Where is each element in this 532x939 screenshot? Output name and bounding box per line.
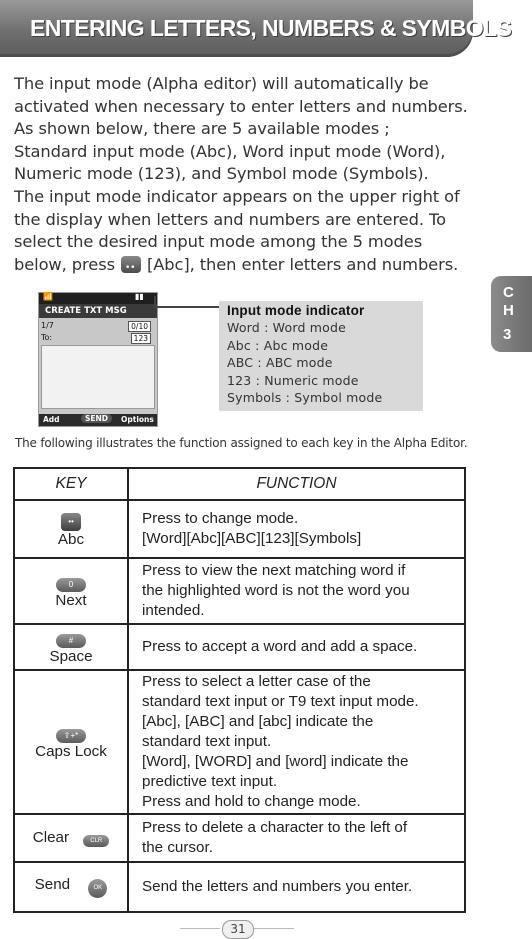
softkey-center: SEND xyxy=(81,414,112,423)
pound-space-key-icon: # xyxy=(56,634,86,648)
intro-line: The input mode indicator appears on the upper right of xyxy=(14,186,460,206)
function-line: intended. xyxy=(142,602,205,619)
table-row xyxy=(14,814,465,862)
intro-paragraph xyxy=(14,73,494,276)
message-index: 1/7 xyxy=(41,321,54,330)
signal-icon: 📶 xyxy=(43,292,53,301)
table-row xyxy=(14,624,465,670)
ok-key-icon: OK xyxy=(88,879,107,898)
phone-softkey-bar xyxy=(39,414,157,426)
key-cell xyxy=(14,500,128,558)
function-column-header: FUNCTION xyxy=(128,468,465,500)
key-name: Next xyxy=(55,591,87,609)
intro-line: Standard input mode (Abc), Word input mode (Word), xyxy=(14,141,446,161)
indicator-connector-tick xyxy=(154,296,156,308)
intro-line-last xyxy=(14,254,494,277)
intro-line: activated when necessary to enter letters and numbers. xyxy=(14,96,468,116)
function-line: the highlighted word is not the word you xyxy=(142,582,410,599)
mode-key-icon xyxy=(121,256,141,273)
function-line: Press to accept a word and add a space. xyxy=(142,638,418,655)
to-label: To: xyxy=(41,333,53,342)
indicator-item: Symbols : Symbol mode xyxy=(227,390,383,405)
chapter-tab-letter-h: H xyxy=(503,302,514,319)
page-number-rule-left xyxy=(180,928,220,929)
key-name: Space xyxy=(49,647,93,665)
function-line: standard text input or T9 text input mode. xyxy=(142,693,419,710)
key-cell xyxy=(14,862,128,912)
intro-line: select the desired input mode among the 5 modes xyxy=(14,232,423,252)
function-cell xyxy=(128,814,465,862)
table-row xyxy=(14,558,465,624)
indicator-connector-line xyxy=(154,306,219,308)
function-line: Press to select a letter case of the xyxy=(142,673,371,690)
function-line: predictive text input. xyxy=(142,773,278,790)
indicator-box-title: Input mode indicator xyxy=(227,303,365,318)
function-cell xyxy=(128,670,465,814)
page-title: ENTERING LETTERS, NUMBERS & SYMBOLS xyxy=(30,15,512,41)
intro-line: the display when letters and numbers are entered. To xyxy=(14,209,446,229)
function-line: [Word][Abc][ABC][123][Symbols] xyxy=(142,530,362,547)
key-name: Caps Lock xyxy=(35,742,107,760)
key-name: Clear xyxy=(32,829,70,846)
function-line: the cursor. xyxy=(142,839,213,856)
char-counter: 0/10 xyxy=(128,321,151,332)
indicator-item: ABC : ABC mode xyxy=(227,355,333,370)
key-cell xyxy=(14,624,128,670)
indicator-item: Word : Word mode xyxy=(227,320,347,335)
indicator-item: 123 : Numeric mode xyxy=(227,373,359,388)
table-header-row xyxy=(14,468,465,500)
function-cell xyxy=(128,624,465,670)
table-caption: The following illustrates the function assigned to each key in the Alpha Editor. xyxy=(15,436,468,450)
phone-row-to xyxy=(41,333,155,342)
function-cell xyxy=(128,500,465,558)
function-line: Press and hold to change mode. xyxy=(142,793,361,810)
intro-text-after-key: [Abc], then enter letters and numbers. xyxy=(146,254,459,274)
table-row xyxy=(14,670,465,814)
phone-screen-title: CREATE TXT MSG xyxy=(39,304,157,318)
key-function-table xyxy=(13,467,466,913)
page-number: 31 xyxy=(222,920,254,939)
key-name: Send xyxy=(34,876,71,893)
function-cell xyxy=(128,862,465,912)
function-line: standard text input. xyxy=(142,733,272,750)
softkey-right: Options xyxy=(121,415,154,424)
indicator-item: Abc : Abc mode xyxy=(227,338,329,353)
phone-status-bar xyxy=(39,293,157,304)
function-line: Press to view the next matching word if xyxy=(142,562,406,579)
phone-display-illustration xyxy=(38,292,158,427)
battery-icon: ▮▮ xyxy=(135,292,144,301)
clr-key-icon: CLR xyxy=(83,835,109,847)
key-cell xyxy=(14,814,128,862)
intro-line: The input mode (Alpha editor) will automatically be xyxy=(14,74,429,93)
mode-key-icon: •• xyxy=(61,513,81,531)
input-mode-indicator: 123 xyxy=(131,333,151,344)
function-line: [Abc], [ABC] and [abc] indicate the xyxy=(142,713,374,730)
intro-line: As shown below, there are 5 available modes ; xyxy=(14,119,390,139)
page-number-rule-right xyxy=(254,928,294,929)
intro-line: Numeric mode (123), and Symbol mode (Symbols). xyxy=(14,164,429,184)
function-line: [Word], [WORD] and [word] indicate the xyxy=(142,753,409,770)
function-line: Press to delete a character to the left of xyxy=(142,819,408,836)
phone-row-counter xyxy=(41,321,155,330)
softkey-left: Add xyxy=(43,415,60,424)
key-cell xyxy=(14,670,128,814)
chapter-tab-letter-c: C xyxy=(503,284,514,301)
function-line: Press to change mode. xyxy=(142,510,299,527)
chapter-tab-number: 3 xyxy=(503,326,512,343)
key-name: Abc xyxy=(57,530,85,548)
star-shift-key-icon: ⇧+* xyxy=(56,729,86,743)
zero-next-key-icon: 0 xyxy=(56,578,86,592)
intro-text-before-key: below, press xyxy=(14,254,115,274)
header-banner xyxy=(0,0,512,57)
key-column-header: KEY xyxy=(14,468,128,500)
function-cell xyxy=(128,558,465,624)
input-mode-indicator-box xyxy=(219,301,423,411)
table-row xyxy=(14,862,465,912)
function-line: Send the letters and numbers you enter. xyxy=(142,878,413,895)
table-row xyxy=(14,500,465,558)
key-cell xyxy=(14,558,128,624)
phone-text-area xyxy=(41,345,155,409)
